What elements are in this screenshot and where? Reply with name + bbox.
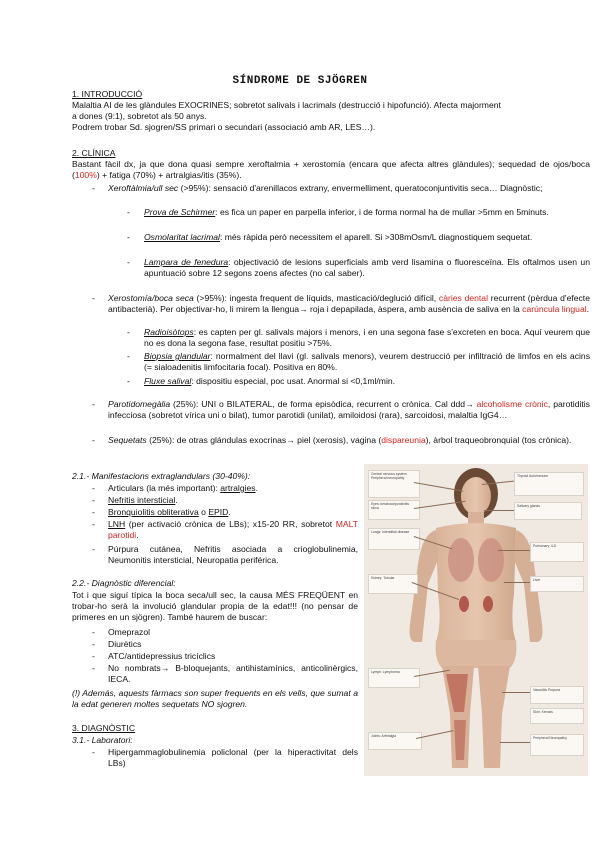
parotidomegalia-item: Parotidomegàlia (25%): UNI o BILATERAL, de forma episòdica, recurrent o crònica. Cal ddd→ alcoholisme crònic, parotiditis infecciosa (sobretot vírica uni o bilat), tumor parotidi (unilat), amiloidosi (rara), sarcoidosi, malaltia IgG4… [108,399,590,420]
figure-label: Liver [530,576,584,592]
clinica-heading: 2. CLÍNICA [72,148,116,158]
clinica-intro: Bastant fàcil dx, ja que dona quasi sempre xeroftalmia + xerostomía (encara que afecta altres glàndules); sequedad de ojos/boca (100%) + fatiga (70%) + artralgias/itis (35%). [72,159,590,180]
figure-label: Pulmonary: ILD [530,542,584,562]
xeroftalmia-item: Xeroftàlmia/ull sec (>95%): sensació d'arenillacos extrany, envermelliment, queratoconjuntivitis seca… Diagnòstic; [108,183,543,193]
diff-item: Diurètics [108,639,142,649]
diag-subheading: 3.1.- Laboratori: [72,735,133,745]
intro-heading: 1. INTRODUCCIÓ [72,89,143,99]
figure-label: Lymph: Lymphoma [368,668,420,688]
schirmer-item: Prova de Schirmer: es fica un paper en parpella inferior, i de forma normal ha de mullar >5mm en 5minuts. [144,207,549,217]
diff-text: Tot i que siguí típica la boca seca/ull sec, la causa MÉS FREQÜENT en trobar-ho serà la involució glandular propia de la edat!!! (no pensar de primeres en un sjögren). També haurem de buscar: [72,590,358,622]
figure-label: Thyroid Autoimmune [514,472,584,496]
extra-item-nefritis: Nefritis intersticial. [108,495,178,505]
figure-label: Peripheral Neuropathy [530,734,584,756]
fluxe-item: Fluxe salival: dispositiu especial, poc usat. Anormal si <0,1ml/min. [144,376,396,386]
extra-item-bronquiolitis: Bronquiolitis obliterativa o EPID. [108,507,231,517]
diff-heading: 2.2.- Diagnòstic diferencial: [72,578,176,588]
figure-label: Lungs: Interstitial disease [368,528,420,550]
figure-label: Skin: Xerosis [530,708,584,724]
extra-item-lnh: LNH (per activació crònica de LBs); x15-20 RR, sobretot MALT parotidi. [108,519,358,540]
figure-label: Central nervous system Peripheral neuropathy [368,470,420,498]
extra-item-purpura: Púrpura cutánea, Nefritis asociada a crioglobulinemia, Neumonitis intersticial, Neuropatia periférica. [108,544,358,565]
figure-label: Eyes: keratoconjunctivitis sicca [368,500,420,520]
figure-label: Salivary glands [514,502,582,520]
radioisotops-item: Radioisòtops: es capten per gl. salivals majors i menors, i en una segona fase s'excreten en boca. Aquí veurem que no es dona la segona fase, resultat positiu >75%. [144,327,590,348]
intro-text: Malaltia AI de les glàndules EXOCRINES; sobretot salivals i lacrimals (destrucció i hipofunció). Afecta majorment a dones (9:1), sobretot als 50 anys. Podrem trobar Sd. sjogren/SS primari o secundari (associació amb AR, LES…). [72,100,501,132]
diff-item: ATC/antidepressius tricíclics [108,651,216,661]
figure-label: Kidney: Tubular [368,574,418,594]
diff-item: Omeprazol [108,627,151,637]
sequetats-item: Sequetats (25%): de otras glándulas exocrinas→ piel (xerosis), vagina (dispareunia), àrbol traqueobronquial (tos crònica). [108,435,572,445]
diag-heading: 3. DIAGNÒSTIC [72,723,136,733]
figure-label: Joints: Arthralgia [368,732,422,750]
biopsia-item: Biopsia glandular: normalment del llavi (gl. salivals menors), veurem destrucció per infiltració de limfos en els acins (= sialoadenitis limfocitaria focal). Positiva en 80%. [144,351,590,372]
figure-label: Vasculitis Purpura [530,686,584,704]
diag-item: Hipergammaglobulinemia policlonal (per la hiperactivitat dels LBs) [108,747,358,768]
extraglandular-heading: 2.1.- Manifestacions extraglandulars (30-40%): [72,471,251,481]
anatomy-illustration [364,464,588,776]
extra-item-articulars: Articulars (la més important): artralgies. [108,483,258,493]
page-title: SÍNDROME DE SJÖGREN [232,75,368,87]
osmolaritat-item: Osmolaritat lacrimal: més ràpida però necessitem el aparell. Si >308mOsm/L diagnostiquem sequetat. [144,232,533,242]
lampara-item: Lampara de fenedura: objectivació de lesions superficials amb verd lisamina o fluoresceïna. Els oftalmos usen un apuntuació sobre 12 segons zoens afectes (no cal saber). [144,257,590,278]
diff-item: No nombrats→ B-bloquejants, antihistamínics, anticolinèrgics, IECA. [108,663,358,684]
xerostomia-item: Xerostomía/boca seca (>95%): ingesta frequent de líquids, masticació/deglució difícil, càries dental recurrent (pèrdua d'efecte antibacterià). Per objectivar-ho, li mirem la llengua→ roja i depapilada, àspera, amb ausència de saliva en la carúncula lingual. [108,293,590,314]
diff-note: (!) Además, aquests fàrmacs son super frequents en els vells, que sumat a la edat generen moltes sequetats NO sjogren. [72,688,358,709]
